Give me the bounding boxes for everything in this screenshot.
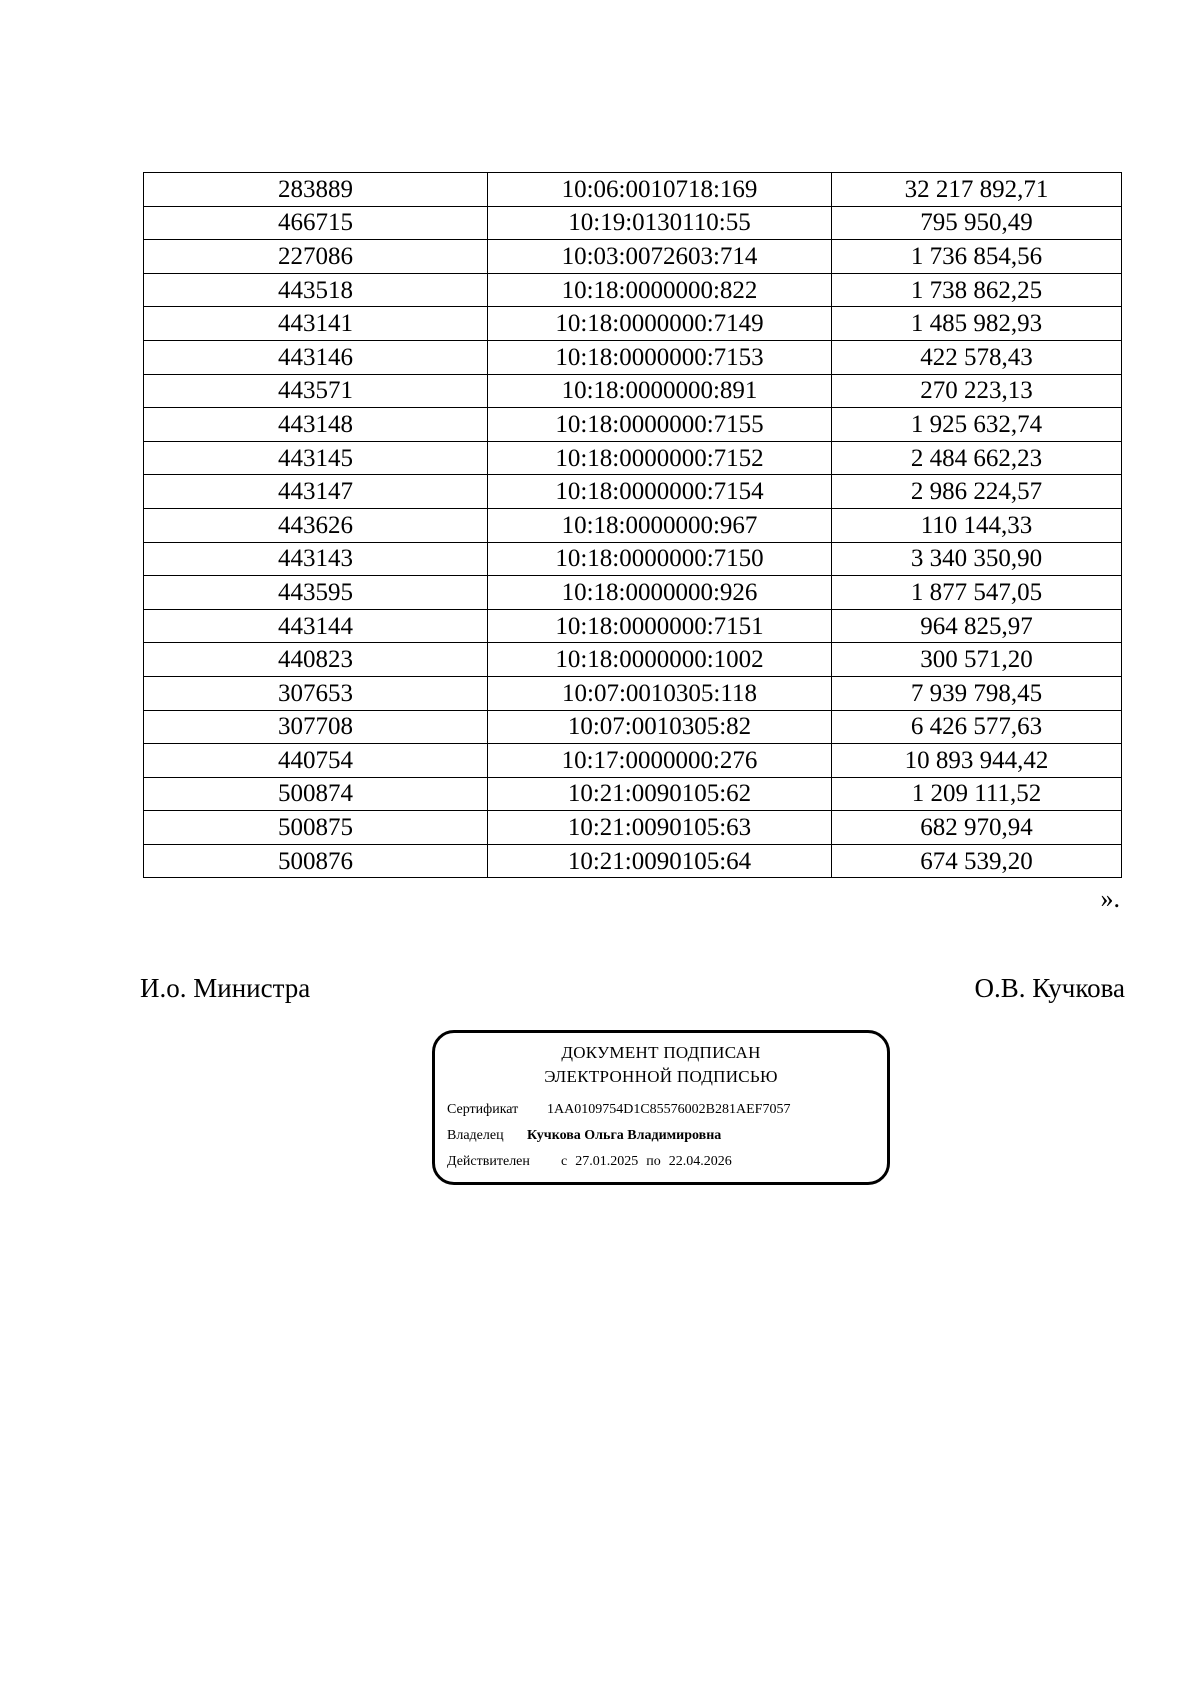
stamp-valid-to-prefix: по (646, 1154, 661, 1169)
registry-number-cell: 443595 (144, 576, 488, 610)
cadastral-number-cell: 10:19:0130110:55 (488, 206, 832, 240)
cadastral-number-cell: 10:06:0010718:169 (488, 173, 832, 207)
cadastral-number-cell: 10:21:0090105:63 (488, 811, 832, 845)
table-row (144, 273, 1122, 307)
registry-number-cell: 500875 (144, 811, 488, 845)
table-row (144, 676, 1122, 710)
value-cell: 7 939 798,45 (832, 676, 1122, 710)
cadastral-number-cell: 10:07:0010305:118 (488, 676, 832, 710)
stamp-certificate-label: Сертификат (447, 1102, 519, 1117)
cadastral-number-cell: 10:18:0000000:7151 (488, 609, 832, 643)
table-row (144, 811, 1122, 845)
value-cell: 1 736 854,56 (832, 240, 1122, 274)
value-cell: 1 925 632,74 (832, 408, 1122, 442)
stamp-valid-to: 22.04.2026 (668, 1154, 732, 1169)
value-cell: 270 223,13 (832, 374, 1122, 408)
table-row (144, 240, 1122, 274)
table-row (144, 744, 1122, 778)
value-cell: 1 738 862,25 (832, 273, 1122, 307)
stamp-certificate-row (447, 1097, 875, 1123)
registry-number-cell: 440754 (144, 744, 488, 778)
registry-number-cell: 443518 (144, 273, 488, 307)
value-cell: 795 950,49 (832, 206, 1122, 240)
stamp-owner-label: Владелец (447, 1128, 504, 1143)
cadastral-number-cell: 10:18:0000000:1002 (488, 643, 832, 677)
cadastral-number-cell: 10:18:0000000:822 (488, 273, 832, 307)
registry-number-cell: 307653 (144, 676, 488, 710)
signer-name: О.В. Кучкова (974, 973, 1125, 1003)
registry-number-cell: 443626 (144, 508, 488, 542)
value-cell: 300 571,20 (832, 643, 1122, 677)
stamp-valid-from-prefix: с (561, 1154, 568, 1169)
cadastral-number-cell: 10:18:0000000:891 (488, 374, 832, 408)
table-row (144, 173, 1122, 207)
stamp-title-line-1: ДОКУМЕНТ ПОДПИСАН (561, 1043, 761, 1062)
cadastral-number-cell: 10:18:0000000:7153 (488, 340, 832, 374)
value-cell: 422 578,43 (832, 340, 1122, 374)
registry-number-cell: 500876 (144, 844, 488, 878)
registry-number-cell: 443146 (144, 340, 488, 374)
stamp-certificate-value: 1AA0109754D1C85576002B281AEF7057 (547, 1102, 791, 1117)
cadastral-number-cell: 10:03:0072603:714 (488, 240, 832, 274)
table-row (144, 576, 1122, 610)
table-row (144, 508, 1122, 542)
table-row (144, 542, 1122, 576)
value-cell: 1 877 547,05 (832, 576, 1122, 610)
cadastral-number-cell: 10:18:0000000:7154 (488, 475, 832, 509)
registry-number-cell: 443143 (144, 542, 488, 576)
electronic-signature-stamp (432, 1030, 890, 1185)
registry-number-cell: 307708 (144, 710, 488, 744)
value-cell: 964 825,97 (832, 609, 1122, 643)
stamp-owner-row (447, 1123, 875, 1149)
value-cell: 674 539,20 (832, 844, 1122, 878)
value-cell: 2 484 662,23 (832, 441, 1122, 475)
cadastral-number-cell: 10:07:0010305:82 (488, 710, 832, 744)
cadastral-number-cell: 10:21:0090105:64 (488, 844, 832, 878)
registry-number-cell: 443145 (144, 441, 488, 475)
registry-number-cell: 227086 (144, 240, 488, 274)
value-cell: 10 893 944,42 (832, 744, 1122, 778)
signer-position: И.о. Министра (140, 973, 311, 1003)
value-cell: 110 144,33 (832, 508, 1122, 542)
registry-number-cell: 443144 (144, 609, 488, 643)
cadastral-number-cell: 10:17:0000000:276 (488, 744, 832, 778)
cadastral-number-cell: 10:18:0000000:967 (488, 508, 832, 542)
stamp-title-line-2: ЭЛЕКТРОННОЙ ПОДПИСЬЮ (544, 1067, 778, 1086)
registry-number-cell: 500874 (144, 777, 488, 811)
stamp-validity-label: Действителен (447, 1154, 530, 1169)
value-cell: 682 970,94 (832, 811, 1122, 845)
cadastral-number-cell: 10:18:0000000:7152 (488, 441, 832, 475)
cadastral-number-cell: 10:18:0000000:7150 (488, 542, 832, 576)
registry-number-cell: 443141 (144, 307, 488, 341)
stamp-details (447, 1097, 875, 1175)
table-row (144, 844, 1122, 878)
registry-number-cell: 443571 (144, 374, 488, 408)
value-cell: 32 217 892,71 (832, 173, 1122, 207)
registry-number-cell: 440823 (144, 643, 488, 677)
cadastral-number-cell: 10:18:0000000:926 (488, 576, 832, 610)
value-cell: 6 426 577,63 (832, 710, 1122, 744)
table-row (144, 340, 1122, 374)
table-row (144, 710, 1122, 744)
table-row (144, 307, 1122, 341)
registry-number-cell: 283889 (144, 173, 488, 207)
registry-table (143, 172, 1122, 878)
table-row (144, 475, 1122, 509)
table-row (144, 408, 1122, 442)
registry-number-cell: 443147 (144, 475, 488, 509)
value-cell: 3 340 350,90 (832, 542, 1122, 576)
stamp-owner-value: Кучкова Ольга Владимировна (527, 1128, 722, 1143)
cadastral-number-cell: 10:18:0000000:7149 (488, 307, 832, 341)
registry-number-cell: 443148 (144, 408, 488, 442)
registry-table-body (144, 173, 1122, 878)
table-row (144, 609, 1122, 643)
cadastral-number-cell: 10:21:0090105:62 (488, 777, 832, 811)
value-cell: 2 986 224,57 (832, 475, 1122, 509)
cadastral-number-cell: 10:18:0000000:7155 (488, 408, 832, 442)
table-row (144, 441, 1122, 475)
closing-quote: ». (1100, 884, 1120, 913)
value-cell: 1 209 111,52 (832, 777, 1122, 811)
table-row (144, 643, 1122, 677)
stamp-valid-from: 27.01.2025 (575, 1154, 639, 1169)
table-row (144, 374, 1122, 408)
value-cell: 1 485 982,93 (832, 307, 1122, 341)
table-row (144, 206, 1122, 240)
stamp-validity-row (447, 1149, 875, 1175)
table-row (144, 777, 1122, 811)
registry-number-cell: 466715 (144, 206, 488, 240)
